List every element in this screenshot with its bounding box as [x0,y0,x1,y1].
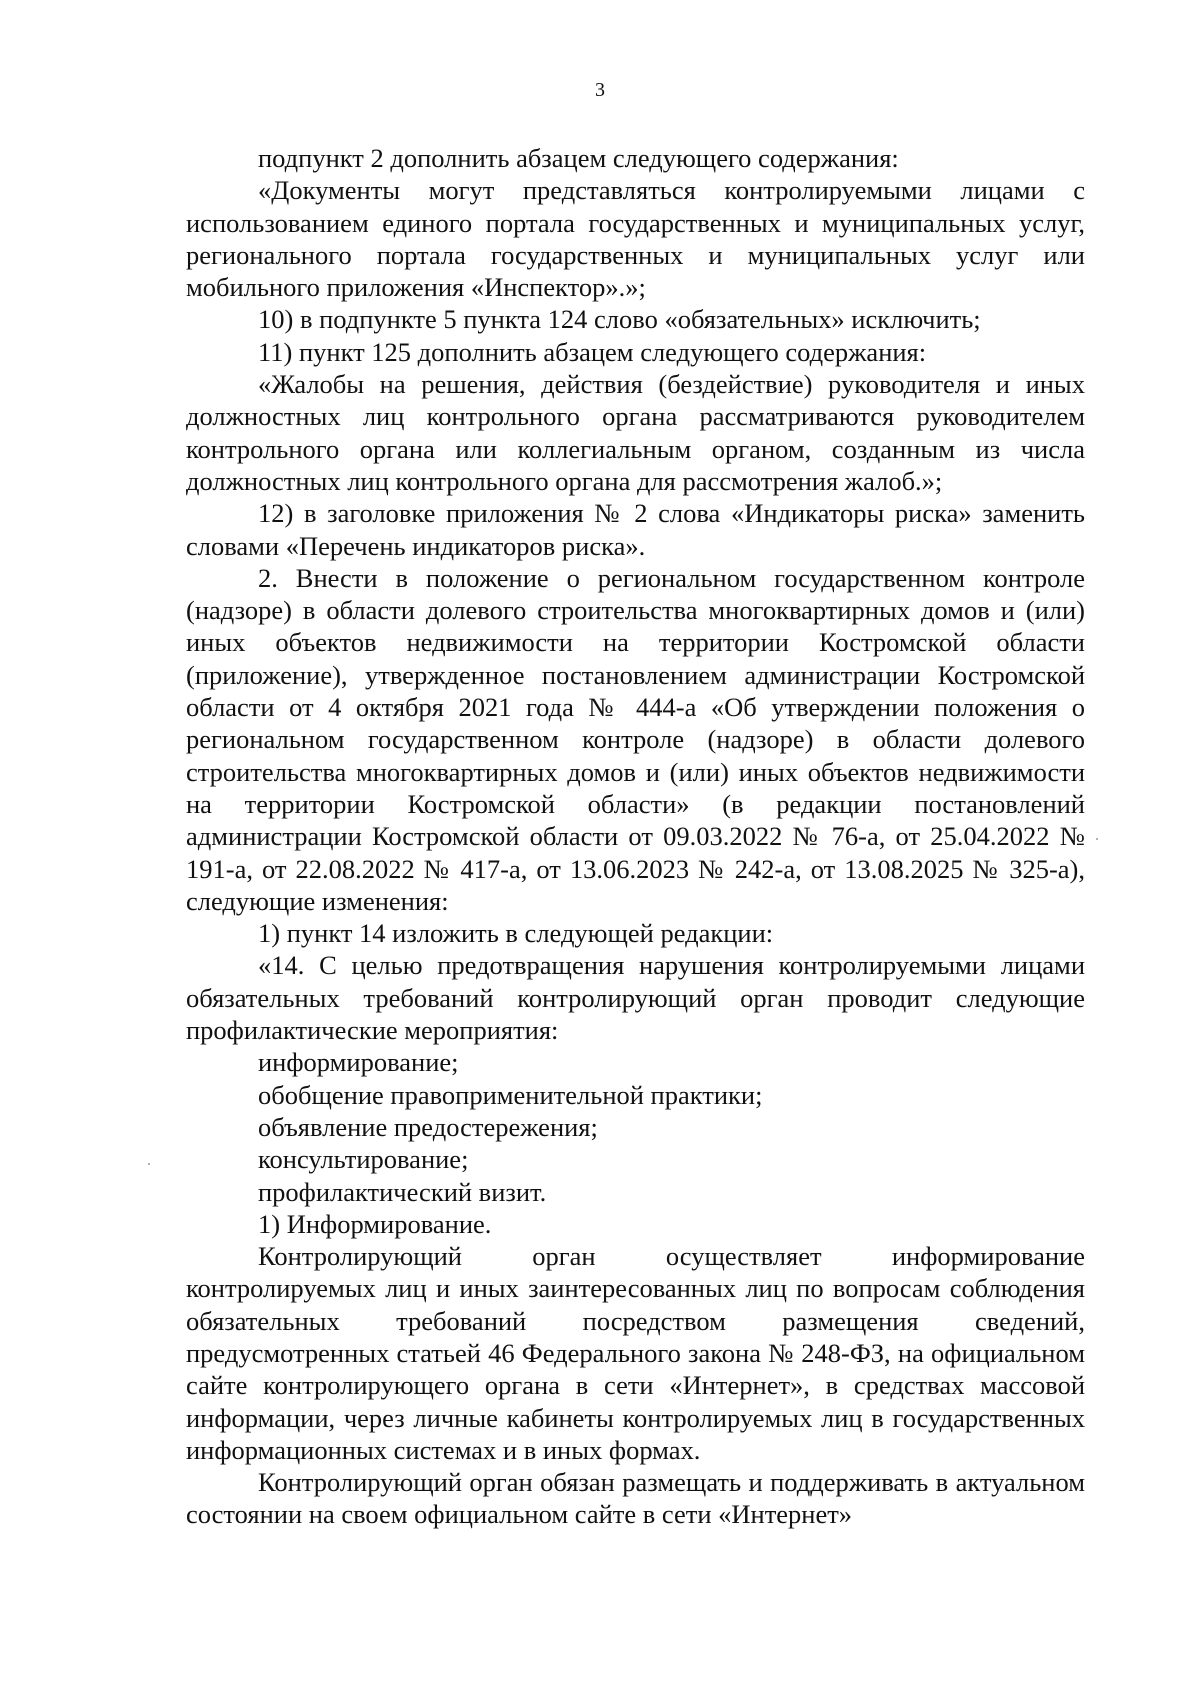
scan-artifact [1096,838,1098,840]
paragraph-obligation: Контролирующий орган обязан размещать и поддерживать в актуальном состоянии на своем официальном сайте в сети «Интернет» [186,1467,1085,1530]
paragraph-item-11: 11) пункт 125 дополнить абзацем следующего содержания: [258,336,927,367]
paragraph-informing-body: Контролирующий орган осуществляет информирование контролируемых лиц и иных заинтересованных лиц по вопросам соблюдения обязательных требований посредством размещения сведений, предусмотренных статьей 46 Федерального закона № 248-ФЗ, на официальном сайте контролирующего органа в сети «Интернет», в средствах массовой информации, через личные кабинеты контролируемых лиц в государственных информационных системах и в иных формах. [186,1241,1085,1465]
list-item-informing: информирование; [258,1047,459,1078]
list-item-warning: объявление предостережения; [258,1111,598,1142]
paragraph-section-2: 2. Внести в положение о региональном государственном контроле (надзоре) в области долевого строительства многоквартирных домов и (или) иных объектов недвижимости на территории Костромской области (приложение), утвержденное постановлением администрации Костромской области от 4 октября 2021 года № 444-а «Об утверждении положения о региональном государственном контроле (надзоре) в области долевого строительства многоквартирных домов и (или) иных объектов недвижимости на территории Костромской области» (в редакции постановлений администрации Костромской области от 09.03.2022 № 76-а, от 25.04.2022 № 191-а, от 22.08.2022 № 417-а, от 13.06.2023 № 242-а, от 13.08.2025 № 325-а), следующие изменения: [186,562,1085,916]
paragraph-subclause-2-intro: подпункт 2 дополнить абзацем следующего содержания: [258,143,899,173]
list-item-practice-generalization: обобщение правоприменительной практики; [258,1079,763,1110]
list-item-consulting: консультирование; [258,1144,469,1175]
paragraph-item-10: 10) в подпункте 5 пункта 124 слово «обязательных» исключить; [258,304,981,335]
list-item-preventive-visit: профилактический визит. [258,1176,547,1207]
scan-artifact [148,1163,150,1165]
paragraph-item-12: 12) в заголовке приложения № 2 слова «Индикаторы риска» заменить словами «Перечень индикаторов риска». [186,498,1085,561]
paragraph-point-14-quote: «14. С целью предотвращения нарушения контролируемыми лицами обязательных требований контролирующий орган проводит следующие профилактические мероприятия: [186,950,1085,1046]
subheading-informing: 1) Информирование. [258,1208,492,1239]
paragraph-documents-quote: «Документы могут представляться контролируемыми лицами с использованием единого портала государственных и муниципальных услуг, регионального портала государственных и муниципальных услуг или мобильного приложения «Инспектор».»; [186,175,1085,303]
paragraph-complaints-quote: «Жалобы на решения, действия (бездействие) руководителя и иных должностных лиц контрольного органа рассматриваются руководителем контрольного органа или коллегиальным органом, созданным из числа должностных лиц контрольного органа для рассмотрения жалоб.»; [186,369,1085,496]
paragraph-point-14-intro: 1) пункт 14 изложить в следующей редакции: [258,918,774,949]
page-number: 3 [595,79,605,101]
document-body [186,142,1085,1531]
